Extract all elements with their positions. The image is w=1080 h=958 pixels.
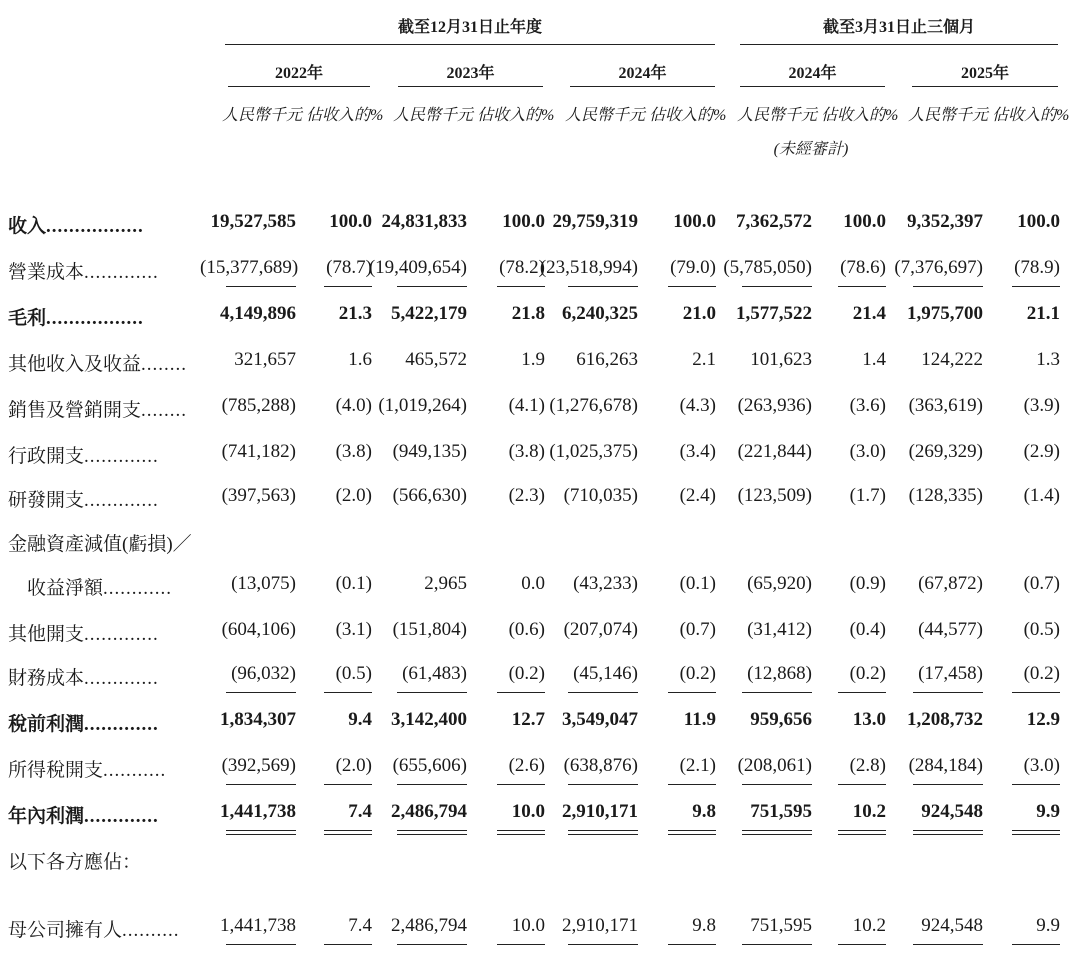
percent-cell: 10.2	[852, 915, 886, 936]
percent-cell: 13.0	[852, 709, 886, 730]
unit-amount-2022: 人民幣千元	[222, 107, 303, 124]
percent-cell: (3.4)	[679, 441, 716, 462]
underline	[668, 944, 716, 945]
table-row	[0, 296, 1080, 336]
underline	[497, 784, 545, 785]
amount-cell: 29,759,319	[552, 211, 638, 232]
percent-cell: 0.0	[521, 573, 545, 594]
year-header-2025-q1: 2025年	[960, 65, 1009, 82]
percent-cell: (4.3)	[679, 395, 716, 416]
double-underline	[497, 830, 545, 835]
percent-cell: 1.3	[1036, 349, 1060, 370]
double-underline	[1012, 830, 1060, 835]
amount-cell: 2,486,794	[391, 915, 467, 936]
amount-cell: 2,910,171	[562, 801, 638, 822]
percent-cell: 12.7	[511, 709, 545, 730]
leader-dots: .............	[84, 806, 159, 827]
amount-cell: (5,785,050)	[723, 257, 812, 278]
percent-cell: (0.5)	[1023, 619, 1060, 640]
underline	[397, 944, 467, 945]
double-underline	[226, 830, 296, 835]
amount-cell: (17,458)	[918, 663, 983, 684]
underline	[568, 286, 638, 287]
double-underline	[668, 830, 716, 835]
amount-cell: 5,422,179	[391, 303, 467, 324]
amount-cell: 2,965	[424, 573, 467, 594]
unit-pct-2022: 佔收入的%	[306, 107, 384, 124]
underline	[226, 692, 296, 693]
unit-pct-2025-q1: 佔收入的%	[992, 107, 1070, 124]
underline	[497, 286, 545, 287]
amount-cell: 1,975,700	[907, 303, 983, 324]
amount-cell: 124,222	[921, 349, 983, 370]
percent-cell: (0.6)	[508, 619, 545, 640]
underline	[397, 286, 467, 287]
row-label	[8, 257, 159, 284]
header-group-three-months: 截至3月31日止三個月	[822, 19, 975, 36]
percent-cell: 21.4	[852, 303, 886, 324]
leader-dots: ........	[141, 400, 188, 421]
table-row	[0, 656, 1080, 696]
row-label-text: 行政開支	[8, 446, 85, 467]
percent-cell: (3.0)	[1023, 755, 1060, 776]
amount-cell: 3,549,047	[562, 709, 638, 730]
percent-cell: (2.0)	[335, 485, 372, 506]
row-label	[8, 485, 159, 512]
header-group-line-1	[225, 44, 715, 45]
leader-dots: .............	[84, 446, 159, 467]
underline	[226, 944, 296, 945]
year-header-2024-q1: 2024年	[788, 65, 837, 82]
header-group-year-ended: 截至12月31日止年度	[397, 19, 542, 36]
amount-cell: (604,106)	[221, 619, 296, 640]
double-underline	[913, 830, 983, 835]
year-header-2022: 2022年	[274, 65, 323, 82]
amount-cell: 1,208,732	[907, 709, 983, 730]
percent-cell: 1.6	[348, 349, 372, 370]
percent-cell: (78.6)	[840, 257, 886, 278]
double-underline	[742, 830, 812, 835]
underline	[397, 692, 467, 693]
row-label-text: 其他收入及收益	[8, 354, 142, 375]
table-row	[0, 840, 1080, 880]
amount-cell: (392,569)	[221, 755, 296, 776]
percent-cell: 7.4	[348, 915, 372, 936]
underline	[838, 944, 886, 945]
percent-cell: 1.9	[521, 349, 545, 370]
amount-cell: (208,061)	[737, 755, 812, 776]
percent-cell: (2.9)	[1023, 441, 1060, 462]
amount-cell: (44,577)	[918, 619, 983, 640]
row-label-text: 稅前利潤	[8, 714, 85, 735]
double-underline	[324, 830, 372, 835]
leader-dots: .................	[46, 308, 144, 329]
underline	[1012, 944, 1060, 945]
row-label-text: 年內利潤	[8, 806, 85, 827]
amount-cell: (397,563)	[221, 485, 296, 506]
unit-amount-2024: 人民幣千元	[565, 107, 646, 124]
percent-cell: (2.3)	[508, 485, 545, 506]
leader-dots: .............	[84, 262, 159, 283]
amount-cell: (284,184)	[908, 755, 983, 776]
amount-cell: (741,182)	[221, 441, 296, 462]
percent-cell: (3.1)	[335, 619, 372, 640]
percent-cell: (3.8)	[508, 441, 545, 462]
amount-cell: (1,019,264)	[378, 395, 467, 416]
amount-cell: (949,135)	[392, 441, 467, 462]
percent-cell: (0.9)	[849, 573, 886, 594]
amount-cell: 2,486,794	[391, 801, 467, 822]
leader-dots: ........	[141, 354, 188, 375]
percent-cell: (0.7)	[679, 619, 716, 640]
row-label	[8, 709, 159, 736]
amount-cell: (13,075)	[231, 573, 296, 594]
row-label-text: 財務成本	[8, 668, 85, 689]
amount-cell: (655,606)	[392, 755, 467, 776]
amount-cell: (23,518,994)	[539, 257, 638, 278]
amount-cell: (363,619)	[908, 395, 983, 416]
percent-cell: 21.8	[511, 303, 545, 324]
percent-cell: 7.4	[348, 801, 372, 822]
row-label	[8, 529, 192, 556]
amount-cell: (1,276,678)	[549, 395, 638, 416]
amount-cell: (128,335)	[908, 485, 983, 506]
percent-cell: (0.2)	[849, 663, 886, 684]
percent-cell: 10.2	[852, 801, 886, 822]
row-label-text: 收益淨額	[8, 578, 104, 599]
amount-cell: 751,595	[750, 915, 812, 936]
percent-cell: (78.7)	[326, 257, 372, 278]
underline	[1012, 286, 1060, 287]
percent-cell: 2.1	[692, 349, 716, 370]
leader-dots: ............	[103, 578, 173, 599]
double-underline	[397, 830, 467, 835]
row-label-text: 以下各方應佔：	[8, 852, 142, 873]
percent-cell: 9.8	[692, 915, 716, 936]
underline	[324, 692, 372, 693]
underline	[568, 784, 638, 785]
leader-dots: ...........	[103, 760, 167, 781]
amount-cell: (207,074)	[563, 619, 638, 640]
percent-cell: (3.8)	[335, 441, 372, 462]
amount-cell: (221,844)	[737, 441, 812, 462]
amount-cell: 924,548	[921, 801, 983, 822]
unit-amount-2025-q1: 人民幣千元	[908, 107, 989, 124]
row-label	[8, 801, 159, 828]
row-label	[8, 211, 144, 238]
row-label	[8, 441, 159, 468]
row-label	[8, 755, 166, 782]
percent-cell: 100.0	[1017, 211, 1060, 232]
amount-cell: (785,288)	[221, 395, 296, 416]
underline	[913, 944, 983, 945]
unit-amount-2023: 人民幣千元	[393, 107, 474, 124]
unit-pct-2024: 佔收入的%	[649, 107, 727, 124]
percent-cell: (78.2)	[499, 257, 545, 278]
table-row	[0, 478, 1080, 518]
amount-cell: 6,240,325	[562, 303, 638, 324]
underline	[913, 692, 983, 693]
percent-cell: (79.0)	[670, 257, 716, 278]
underline	[838, 784, 886, 785]
underline	[913, 784, 983, 785]
amount-cell: (151,804)	[392, 619, 467, 640]
amount-cell: 9,352,397	[907, 211, 983, 232]
amount-cell: (12,868)	[747, 663, 812, 684]
percent-cell: 21.3	[338, 303, 372, 324]
percent-cell: (1.7)	[849, 485, 886, 506]
table-row	[0, 250, 1080, 290]
underline	[742, 692, 812, 693]
percent-cell: (2.4)	[679, 485, 716, 506]
row-label	[8, 619, 159, 646]
percent-cell: (0.4)	[849, 619, 886, 640]
percent-cell: (4.0)	[335, 395, 372, 416]
underline	[838, 692, 886, 693]
underline	[742, 784, 812, 785]
percent-cell: 9.4	[348, 709, 372, 730]
row-label	[8, 349, 187, 376]
row-label-text: 收入	[8, 216, 47, 237]
underline	[497, 944, 545, 945]
percent-cell: 100.0	[843, 211, 886, 232]
row-label-text: 營業成本	[8, 262, 85, 283]
percent-cell: 21.1	[1026, 303, 1060, 324]
underline	[742, 944, 812, 945]
row-label-text: 所得稅開支	[8, 760, 104, 781]
amount-cell: 24,831,833	[381, 211, 467, 232]
year-header-2024: 2024年	[618, 65, 667, 82]
percent-cell: 9.9	[1036, 915, 1060, 936]
underline	[668, 784, 716, 785]
leader-dots: .............	[84, 714, 159, 735]
underline	[913, 286, 983, 287]
percent-cell: (2.0)	[335, 755, 372, 776]
row-label-text: 銷售及營銷開支	[8, 400, 142, 421]
amount-cell: 924,548	[921, 915, 983, 936]
percent-cell: (0.7)	[1023, 573, 1060, 594]
amount-cell: 751,595	[750, 801, 812, 822]
amount-cell: (19,409,654)	[368, 257, 467, 278]
table-row	[0, 612, 1080, 652]
amount-cell: (65,920)	[747, 573, 812, 594]
unaudited-note: (未經審計)	[773, 141, 849, 158]
amount-cell: (31,412)	[747, 619, 812, 640]
table-row	[0, 748, 1080, 788]
underline	[324, 784, 372, 785]
year-line-2024	[570, 86, 715, 87]
underline	[742, 286, 812, 287]
percent-cell: (1.4)	[1023, 485, 1060, 506]
percent-cell: 10.0	[511, 801, 545, 822]
underline	[668, 286, 716, 287]
percent-cell: (3.9)	[1023, 395, 1060, 416]
percent-cell: (3.6)	[849, 395, 886, 416]
double-underline	[568, 830, 638, 835]
percent-cell: (4.1)	[508, 395, 545, 416]
table-row	[0, 566, 1080, 606]
amount-cell: 2,910,171	[562, 915, 638, 936]
row-label-text: 金融資產減值(虧損)／	[8, 534, 192, 555]
percent-cell: (0.1)	[679, 573, 716, 594]
amount-cell: 616,263	[576, 349, 638, 370]
percent-cell: 10.0	[511, 915, 545, 936]
amount-cell: 1,834,307	[220, 709, 296, 730]
unit-pct-2023: 佔收入的%	[477, 107, 555, 124]
row-label-text: 研發開支	[8, 490, 85, 511]
amount-cell: 465,572	[405, 349, 467, 370]
amount-cell: 7,362,572	[736, 211, 812, 232]
amount-cell: (1,025,375)	[549, 441, 638, 462]
year-header-2023: 2023年	[446, 65, 495, 82]
amount-cell: 101,623	[750, 349, 812, 370]
amount-cell: (710,035)	[563, 485, 638, 506]
underline	[497, 692, 545, 693]
percent-cell: 21.0	[682, 303, 716, 324]
percent-cell: (2.6)	[508, 755, 545, 776]
percent-cell: (2.1)	[679, 755, 716, 776]
underline	[1012, 692, 1060, 693]
amount-cell: (269,329)	[908, 441, 983, 462]
unit-amount-2024-q1: 人民幣千元	[737, 107, 818, 124]
amount-cell: (566,630)	[392, 485, 467, 506]
row-label-text: 毛利	[8, 308, 47, 329]
percent-cell: 100.0	[329, 211, 372, 232]
row-label	[8, 395, 187, 422]
percent-cell: 100.0	[502, 211, 545, 232]
leader-dots: .................	[46, 216, 144, 237]
underline	[568, 692, 638, 693]
year-line-2024-q1	[740, 86, 885, 87]
percent-cell: (0.2)	[679, 663, 716, 684]
underline	[1012, 784, 1060, 785]
row-label-text: 其他開支	[8, 624, 85, 645]
row-label	[8, 915, 180, 942]
year-line-2025-q1	[912, 86, 1058, 87]
table-row	[0, 908, 1080, 948]
percent-cell: (0.1)	[335, 573, 372, 594]
underline	[838, 286, 886, 287]
table-row	[0, 702, 1080, 742]
table-row	[0, 522, 1080, 562]
table-row	[0, 342, 1080, 382]
percent-cell: 9.8	[692, 801, 716, 822]
percent-cell: (0.2)	[508, 663, 545, 684]
underline	[668, 692, 716, 693]
underline	[226, 784, 296, 785]
table-row	[0, 204, 1080, 244]
percent-cell: 11.9	[683, 709, 716, 730]
year-line-2022	[228, 86, 370, 87]
amount-cell: (61,483)	[402, 663, 467, 684]
amount-cell: 1,441,738	[220, 801, 296, 822]
leader-dots: .............	[84, 668, 159, 689]
underline	[324, 286, 372, 287]
row-label	[8, 573, 172, 600]
table-row	[0, 434, 1080, 474]
leader-dots: .............	[84, 624, 159, 645]
percent-cell: 1.4	[862, 349, 886, 370]
amount-cell: 4,149,896	[220, 303, 296, 324]
amount-cell: (263,936)	[737, 395, 812, 416]
row-label-text: 母公司擁有人	[8, 920, 123, 941]
table-row	[0, 388, 1080, 428]
percent-cell: 12.9	[1026, 709, 1060, 730]
underline	[397, 784, 467, 785]
underline	[226, 286, 296, 287]
amount-cell: 1,441,738	[220, 915, 296, 936]
row-label	[8, 847, 141, 874]
percent-cell: (0.2)	[1023, 663, 1060, 684]
amount-cell: (43,233)	[573, 573, 638, 594]
row-label	[8, 663, 159, 690]
amount-cell: (638,876)	[563, 755, 638, 776]
percent-cell: (0.5)	[335, 663, 372, 684]
amount-cell: (15,377,689)	[200, 257, 299, 278]
percent-cell: (3.0)	[849, 441, 886, 462]
table-row	[0, 794, 1080, 834]
amount-cell: (67,872)	[918, 573, 983, 594]
leader-dots: ..........	[122, 920, 180, 941]
percent-cell: 9.9	[1036, 801, 1060, 822]
underline	[568, 944, 638, 945]
unit-pct-2024-q1: 佔收入的%	[821, 107, 899, 124]
percent-cell: (78.9)	[1014, 257, 1060, 278]
amount-cell: (96,032)	[231, 663, 296, 684]
leader-dots: .............	[84, 490, 159, 511]
amount-cell: 3,142,400	[391, 709, 467, 730]
amount-cell: 321,657	[234, 349, 296, 370]
amount-cell: (45,146)	[573, 663, 638, 684]
percent-cell: (2.8)	[849, 755, 886, 776]
amount-cell: 1,577,522	[736, 303, 812, 324]
row-label	[8, 303, 144, 330]
double-underline	[838, 830, 886, 835]
header-group-line-2	[740, 44, 1058, 45]
percent-cell: 100.0	[673, 211, 716, 232]
amount-cell: 959,656	[750, 709, 812, 730]
underline	[324, 944, 372, 945]
amount-cell: (7,376,697)	[894, 257, 983, 278]
amount-cell: 19,527,585	[210, 211, 296, 232]
year-line-2023	[398, 86, 543, 87]
amount-cell: (123,509)	[737, 485, 812, 506]
